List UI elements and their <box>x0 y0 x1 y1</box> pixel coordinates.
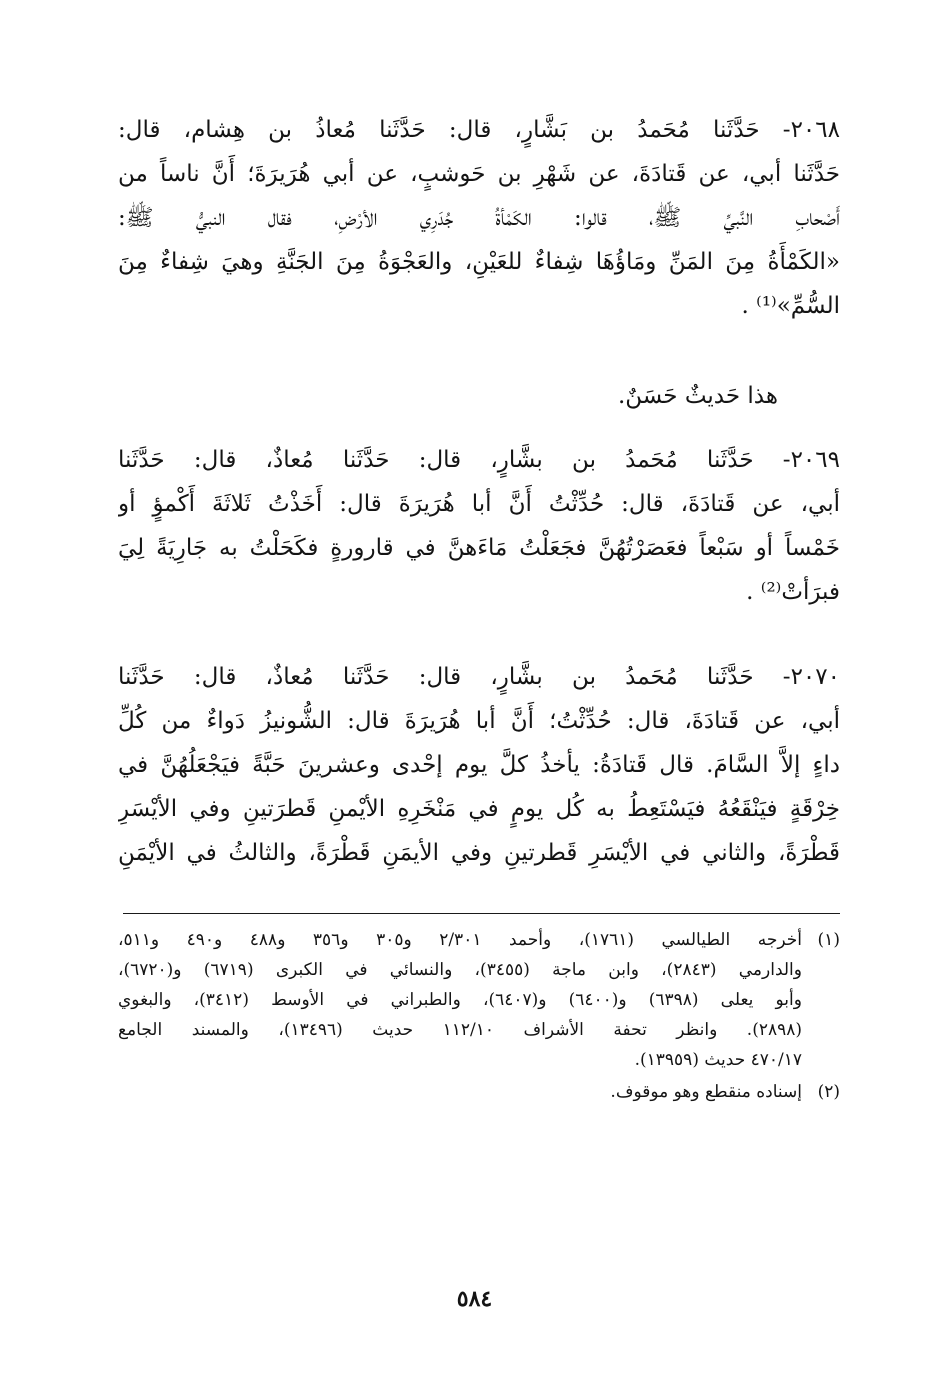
footnote-text: أخرجه الطيالسي (١٧٦١)، وأحمد ٢/٣٠١ و٣٠٥ و٣٥٦ و٤٨٨ و٤٩٠ و٥١١، <box>118 930 802 950</box>
text-line: خِرْقَةٍ فيَنْقَعُهُ فيَسْتَعِطُ به كُل يومٍ في مَنْخَرِهِ الأيْمنِ قَطرَتينِ وفي الأيْسَرِ <box>118 796 840 822</box>
text-line: أَصْحابِ النَّبيِّ ﷺ، قالوا: الكَمْأةُ جُدَرِي الأرْضِ، فقال النبيُّ ﷺ: <box>118 205 840 231</box>
footnote-line <box>118 985 840 1015</box>
footnote-line <box>118 1077 840 1107</box>
footnote-text: إسناده منقطع وهو موقوف. <box>610 1082 802 1102</box>
footnote-text: ٤٧٠/١٧ حديث (١٣٩٥٩). <box>634 1050 802 1070</box>
footnote-line <box>118 955 840 985</box>
text-line: أبي، عن قَتادَةَ، قال: حُدِّثْتُ؛ أَنَّ أبا هُرَيرَةَ قال: الشُّونيزُ دَواءٌ من كُلِّ <box>118 708 840 734</box>
hadith-2068 <box>118 108 840 328</box>
footnote-number: (٢) <box>817 1082 840 1102</box>
footnote-text: وأبو يعلى (٦٣٩٨) و(٦٤٠٠) و(٦٤٠٧)، والطبراني في الأوسط (٣٤١٢)، والبغوي <box>118 990 802 1010</box>
text-line: أبي، عن قَتادَةَ، قال: حُدِّثْتُ أَنَّ أبا هُرَيرَةَ قال: أَخَذْتُ ثَلاثَةَ أَكْمؤٍ أو <box>118 491 840 517</box>
footnotes <box>118 925 840 1107</box>
text-line: ٢٠٦٩- حَدَّثَنا مُحَمدُ بن بشَّارٍ، قال: حَدَّثَنا مُعاذٌ، قال: حَدَّثَنا <box>118 447 840 473</box>
hadith-2069 <box>118 438 840 614</box>
footnote-line <box>118 925 840 955</box>
hadith-2070 <box>118 655 840 875</box>
text-line: داءٍ إلاَّ السَّامَ. قال قَتادَةُ: يأخذُ كلَّ يوم إحْدى وعشرينَ حَبَّةً فيَجْعَلُهُنَّ في <box>118 752 840 778</box>
text-line: فبرَأتْ⁽²⁾ . <box>746 579 840 605</box>
footnote-divider <box>123 913 840 914</box>
text-line: خَمْساً أو سَبْعاً فعَصَرْتُهُنَّ فجَعَلْتُ مَاءَهنَّ في قارورةٍ فكَحَلْتُ به جَارِيَةً لِيَ <box>118 535 840 561</box>
footnote-number: (١) <box>817 930 840 950</box>
text-line: «الكَمْأَةُ مِنَ المَنِّ ومَاؤُهَا شِفاءٌ للعَيْنِ، والعَجْوَةُ مِنَ الجَنَّةِ وهيَ شِفاءٌ مِنَ <box>118 249 840 275</box>
page-number: ٥٨٤ <box>456 1286 493 1312</box>
text-line: قَطْرَةً، والثاني في الأيْسَرِ قَطرتينِ وفي الأيمَنِ قَطْرَةً، والثالثُ في الأيْمَنِ <box>118 840 840 866</box>
text-line: السُّمِّ»⁽¹⁾ . <box>741 293 840 319</box>
grading-text: هذا حَديثٌ حَسَنٌ. <box>617 383 778 409</box>
footnote-text: والدارمي (٢٨٤٣)، وابن ماجة (٣٤٥٥)، والنسائي في الكبرى (٦٧١٩) و(٦٧٢٠)، <box>118 960 802 980</box>
footnote-line <box>118 1015 840 1045</box>
footnote-2 <box>118 1077 840 1107</box>
hadith-2068-grading <box>118 374 840 418</box>
text-line: حَدَّثَنا أبي، عن قَتادَةَ، عن شَهْرِ بن حَوشبٍ، عن أبي هُرَيرَةَ؛ أَنَّ ناساً من <box>118 161 840 187</box>
text-line: ٢٠٧٠- حَدَّثَنا مُحَمدُ بن بشَّارٍ، قال: حَدَّثَنا مُعاذٌ، قال: حَدَّثَنا <box>118 664 840 690</box>
text-line: ٢٠٦٨- حَدَّثَنا مُحَمدُ بن بَشَّارٍ، قال: حَدَّثَنا مُعاذُ بن هِشام، قال: <box>118 117 840 143</box>
footnote-line <box>118 1045 840 1075</box>
footnote-text: (٢٨٩٨). وانظر تحفة الأشراف ١١٢/١٠ حديث (١٣٤٩٦)، والمسند الجامع <box>118 1020 803 1040</box>
footnote-1 <box>118 925 840 1075</box>
